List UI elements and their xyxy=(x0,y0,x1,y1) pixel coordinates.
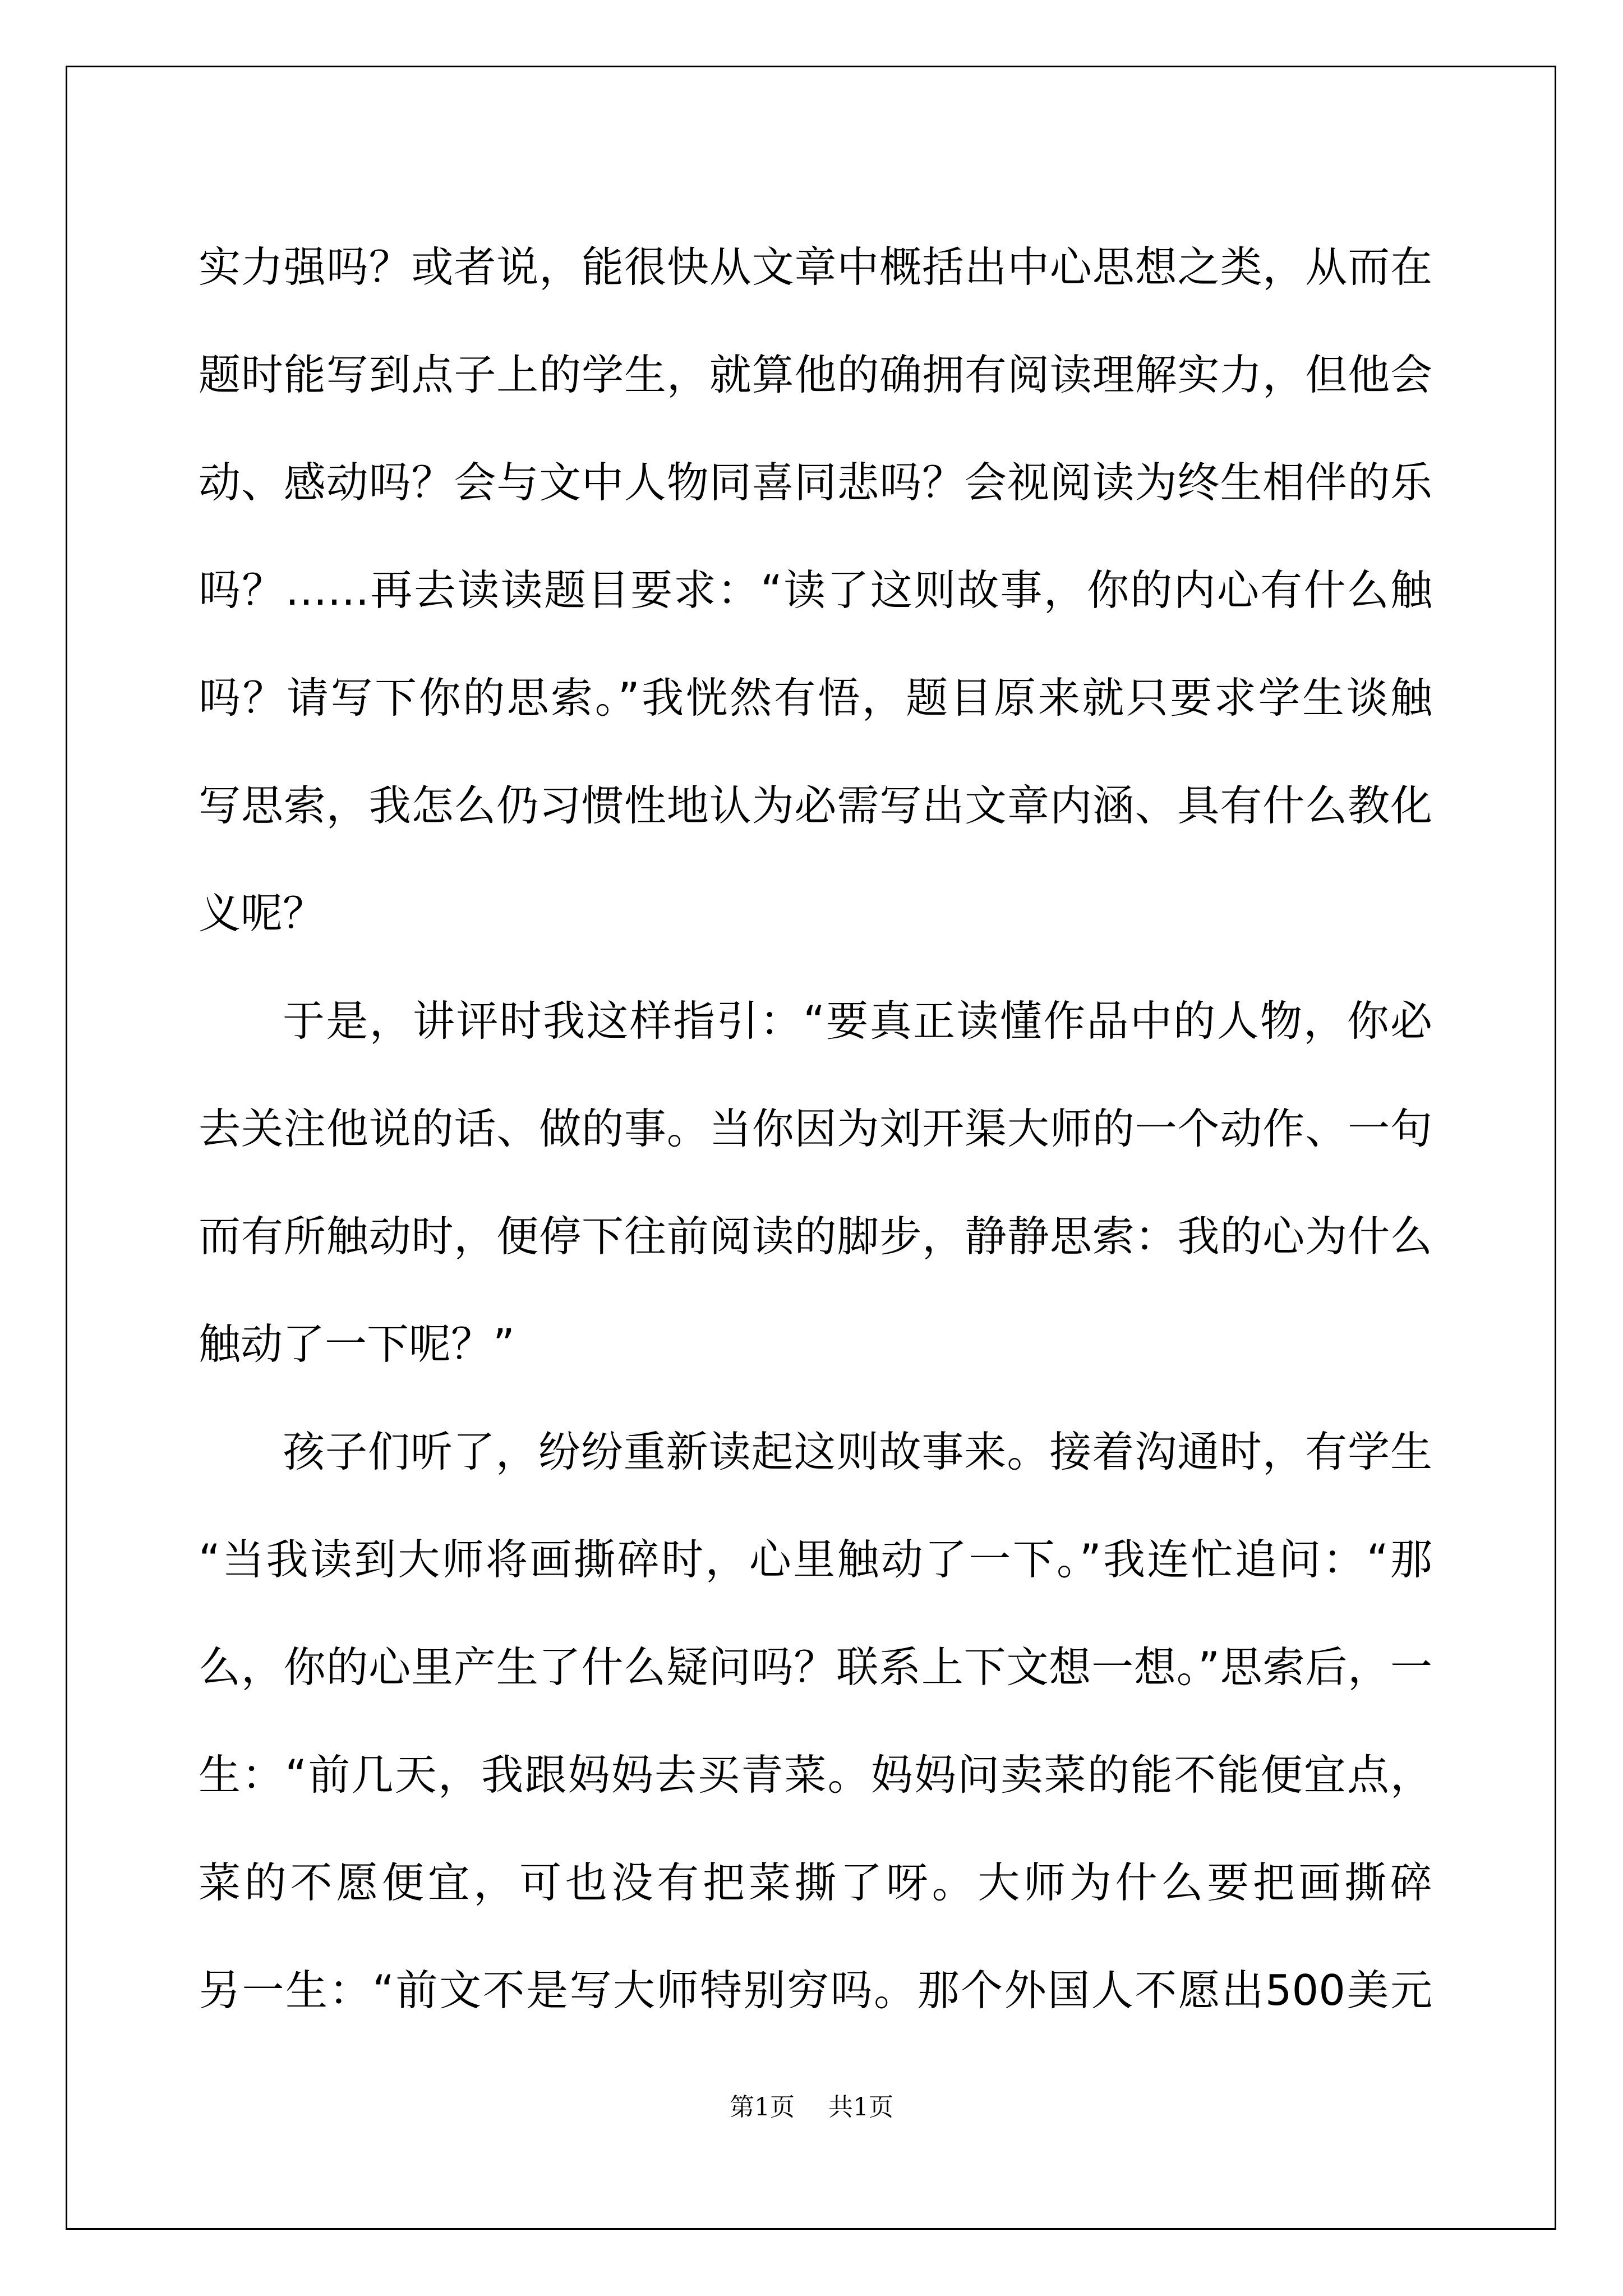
text-line: “当我读到大师将画撕碎时，心里触动了一下。”我连忙追问：“那 xyxy=(199,1535,1432,1584)
text-line: 另一生：“前文不是写大师特别穷吗。那个外国人不愿出500美元 xyxy=(199,1966,1432,2015)
text-line: 义呢？ xyxy=(199,889,325,938)
text-line: 么，你的心里产生了什么疑问吗？联系上下文想一想。”思索后，一 xyxy=(199,1642,1432,1692)
paragraph-first-line: 于是，讲评时我这样指引：“要真正读懂作品中的人物，你必 xyxy=(283,996,1432,1046)
page-footer xyxy=(0,2087,1623,2123)
text-line: 动、感动吗？会与文中人物同喜同悲吗？会视阅读为终生相伴的乐 xyxy=(199,458,1432,507)
text-line: 实力强吗？或者说，能很快从文章中概括出中心思想之类，从而在 xyxy=(199,242,1432,292)
text-line: 而有所触动时，便停下往前阅读的脚步，静静思索：我的心为什么 xyxy=(199,1212,1432,1261)
page-total: 共1页 xyxy=(828,2093,893,2122)
text-line: 题时能写到点子上的学生，就算他的确拥有阅读理解实力，但他会 xyxy=(199,350,1432,399)
document-body xyxy=(199,213,1432,2044)
paragraph-first-line: 孩子们听了，纷纷重新读起这则故事来。接着沟通时，有学生 xyxy=(283,1427,1432,1476)
text-line: 吗？……再去读读题目要求：“读了这则故事，你的内心有什么触 xyxy=(199,565,1432,615)
page-number: 第1页 xyxy=(730,2093,795,2122)
text-line: 生：“前几天，我跟妈妈去买青菜。妈妈问卖菜的能不能便宜点， xyxy=(199,1750,1432,1800)
text-line: 去关注他说的话、做的事。当你因为刘开渠大师的一个动作、一句 xyxy=(199,1104,1432,1153)
text-line: 菜的不愿便宜，可也没有把菜撕了呀。大师为什么要把画撕碎 xyxy=(199,1858,1432,1907)
text-line: 触动了一下呢？” xyxy=(199,1319,515,1369)
text-line: 吗？请写下你的思索。”我恍然有悟，题目原来就只要求学生谈触 xyxy=(199,673,1432,723)
text-line: 写思索，我怎么仍习惯性地认为必需写出文章内涵、具有什么教化 xyxy=(199,781,1432,830)
